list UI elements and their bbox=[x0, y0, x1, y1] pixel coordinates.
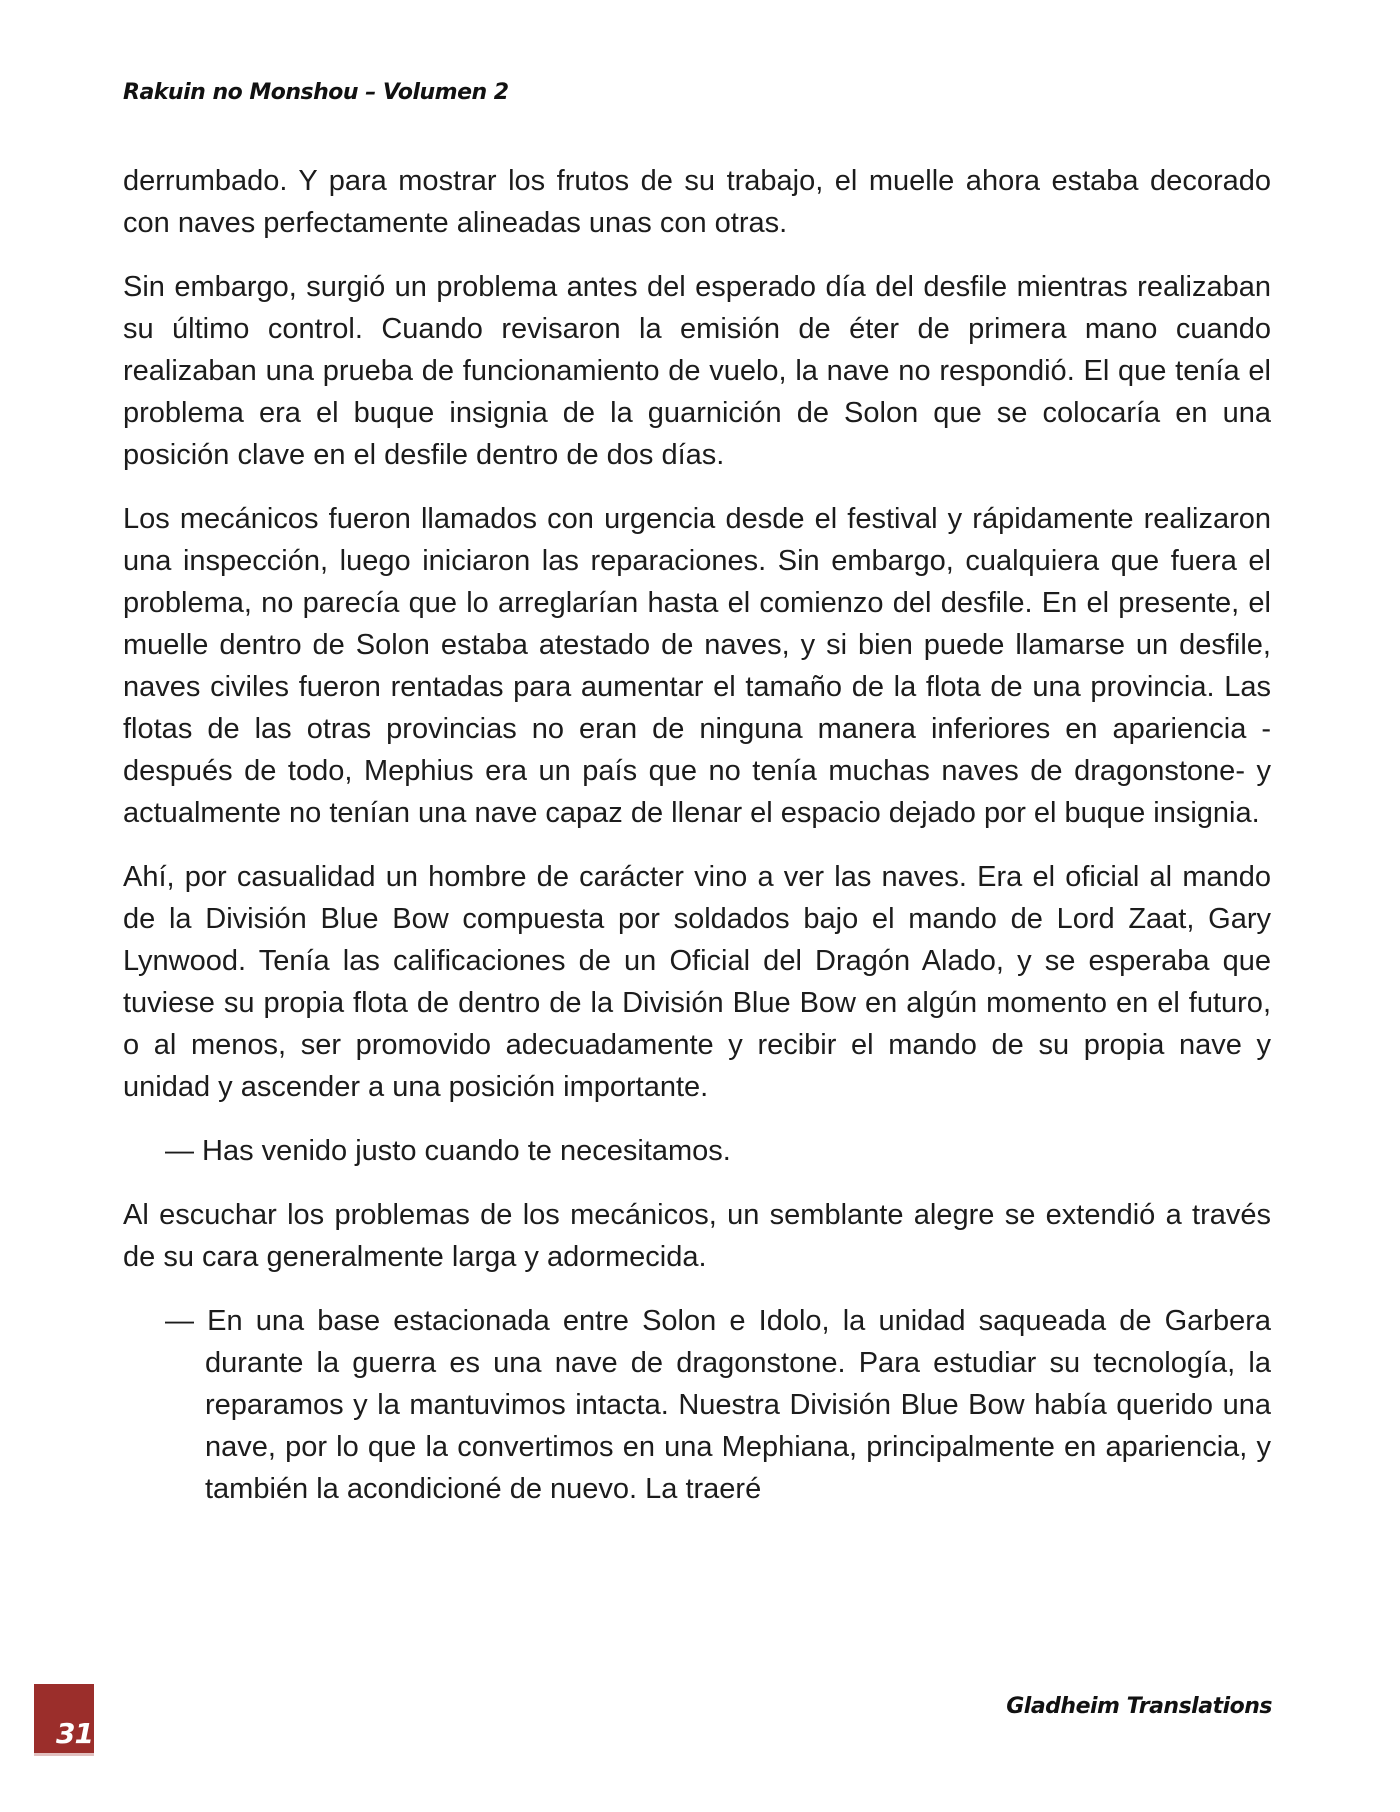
dialogue-line: — Has venido justo cuando te necesitamos. bbox=[165, 1135, 731, 1167]
running-header: Rakuin no Monshou – Volumen 2 bbox=[123, 80, 509, 105]
page-number-badge bbox=[34, 1684, 94, 1756]
page-body bbox=[123, 160, 1271, 1532]
paragraph: Sin embargo, surgió un problema antes del esperado día del desfile mientras realizaban su último control. Cuando revisaron la emisión de éter de primera mano cuando realizaban una prueba de funcionamiento de vuelo, la nave no respondió. El que tenía el problema era el buque insignia de la guarnición de Solon que se colocaría en una posición clave en el desfile dentro de dos días. bbox=[123, 271, 1271, 471]
page-number-underline bbox=[34, 1753, 94, 1756]
page-number: 31 bbox=[56, 1717, 93, 1750]
paragraph: Ahí, por casualidad un hombre de carácter vino a ver las naves. Era el oficial al mando de la División Blue Bow compuesta por soldados bajo el mando de Lord Zaat, Gary Lynwood. Tenía las calificaciones de un Oficial del Dragón Alado, y se esperaba que tuviese su propia flota de dentro de la División Blue Bow en algún momento en el futuro, o al menos, ser promovido adecuadamente y recibir el mando de su propia nave y unidad y ascender a una posición importante. bbox=[123, 861, 1271, 1103]
paragraph: Al escuchar los problemas de los mecánicos, un semblante alegre se extendió a través de su cara generalmente larga y adormecida. bbox=[123, 1199, 1271, 1273]
dialogue-line: — En una base estacionada entre Solon e Idolo, la unidad saqueada de Garbera durante la guerra es una nave de dragonstone. Para estudiar su tecnología, la reparamos y la mantuvimos intacta. Nuestra División Blue Bow había querido una nave, por lo que la convertimos en una Mephiana, principalmente en apariencia, y también la acondicioné de nuevo. La traeré bbox=[165, 1305, 1271, 1505]
paragraph: Los mecánicos fueron llamados con urgencia desde el festival y rápidamente realizaron una inspección, luego iniciaron las reparaciones. Sin embargo, cualquiera que fuera el problema, no parecía que lo arreglarían hasta el comienzo del desfile. En el presente, el muelle dentro de Solon estaba atestado de naves, y si bien puede llamarse un desfile, naves civiles fueron rentadas para aumentar el tamaño de la flota de una provincia. Las flotas de las otras provincias no eran de ninguna manera inferiores en apariencia -después de todo, Mephius era un país que no tenía muchas naves de dragonstone- y actualmente no tenían una nave capaz de llenar el espacio dejado por el buque insignia. bbox=[123, 503, 1271, 829]
paragraph: derrumbado. Y para mostrar los frutos de su trabajo, el muelle ahora estaba decorado con naves perfectamente alineadas unas con otras. bbox=[123, 165, 1271, 239]
footer-credit: Gladheim Translations bbox=[1006, 1694, 1272, 1719]
